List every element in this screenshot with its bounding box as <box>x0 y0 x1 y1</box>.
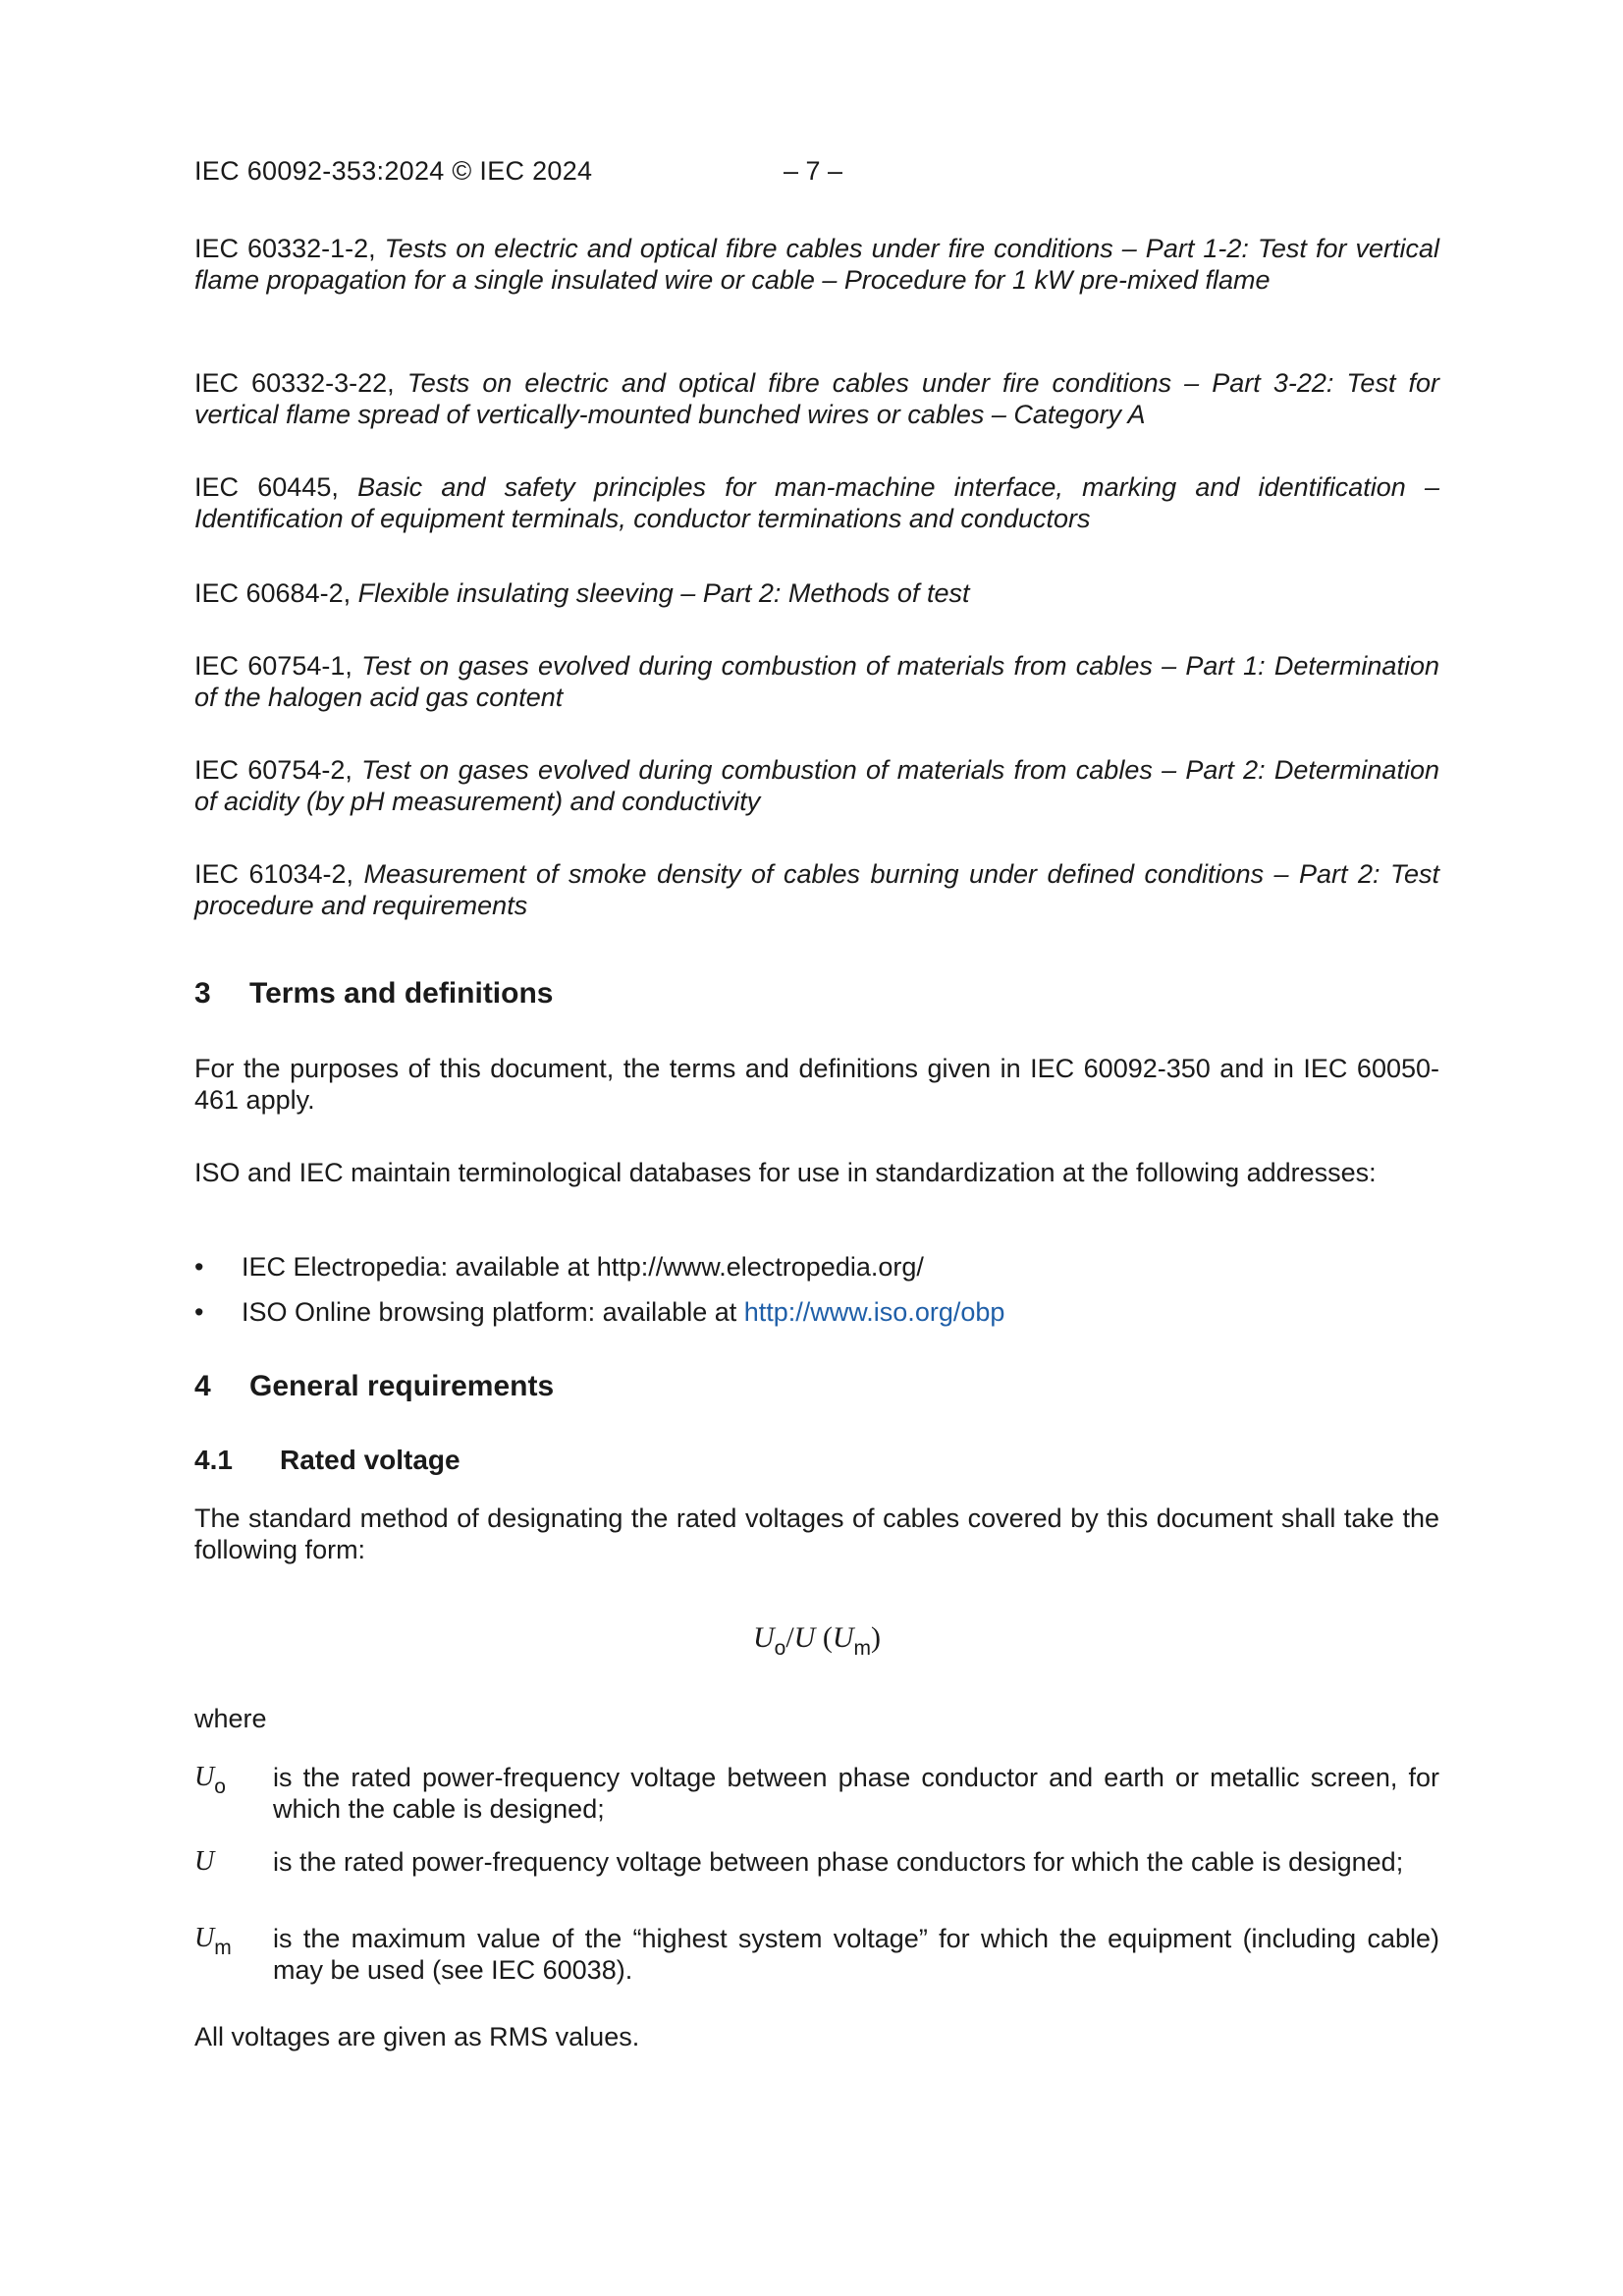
reference-title: Measurement of smoke density of cables burning under defined conditions – Part 2: Test procedure and requirements <box>194 859 1439 920</box>
subsection-number: 4.1 <box>194 1445 233 1475</box>
definition-item <box>194 1846 1439 1911</box>
reference-item <box>194 233 1439 296</box>
reference-code: IEC 61034-2, <box>194 859 354 889</box>
formula-operator: ) <box>871 1621 882 1654</box>
reference-title: Basic and safety principles for man-machine interface, marking and identification – Identification of equipment terminals, conductor terminations and conductors <box>194 472 1440 533</box>
voltage-formula <box>194 1621 1439 1660</box>
reference-code: IEC 60332-3-22, <box>194 368 395 398</box>
list-item-text: IEC Electropedia: available at http://www.electropedia.org/ <box>242 1252 924 1282</box>
bullet-icon: • <box>194 1297 204 1327</box>
document-id: IEC 60092-353:2024 © IEC 2024 <box>194 156 593 186</box>
reference-code: IEC 60754-1, <box>194 651 352 681</box>
reference-title: Test on gases evolved during combustion of materials from cables – Part 1: Determination of the halogen acid gas content <box>194 651 1439 712</box>
section-heading-4 <box>194 1369 1439 1404</box>
list-item-text: ISO Online browsing platform: available at <box>242 1297 744 1327</box>
section-title: Terms and definitions <box>249 977 554 1010</box>
definition-symbol <box>194 1846 263 1880</box>
closing-note: All voltages are given as RMS values. <box>194 2022 640 2051</box>
definition-item <box>194 1762 1439 1831</box>
subsection-heading-4-1 <box>194 1444 1439 1477</box>
reference-item <box>194 367 1439 430</box>
section-paragraph: The standard method of designating the rated voltages of cables covered by this document shall take the following form: <box>194 1503 1439 1564</box>
section-heading-3 <box>194 976 1439 1011</box>
section-number: 3 <box>194 977 211 1010</box>
reference-code: IEC 60332-1-2, <box>194 234 376 263</box>
symbol-letter: U <box>194 1762 215 1792</box>
formula-symbol: U <box>752 1621 775 1654</box>
formula-symbol: U <box>832 1621 854 1654</box>
list-item-content <box>242 1296 1004 1328</box>
reference-item <box>194 858 1439 921</box>
formula-symbol: U <box>793 1621 816 1654</box>
formula-operator: ( <box>815 1621 833 1654</box>
definition-text: is the rated power-frequency voltage between phase conductor and earth or metallic screen, for which the cable is designed; <box>273 1763 1439 1824</box>
reference-item <box>194 471 1439 534</box>
where-label: where <box>194 1704 267 1733</box>
definition-symbol <box>194 1923 263 1959</box>
reference-title: Test on gases evolved during combustion of materials from cables – Part 2: Determination of acidity (by pH measurement) and conductivity <box>194 755 1439 816</box>
bullet-icon: • <box>194 1252 204 1282</box>
definition-text: is the maximum value of the “highest system voltage” for which the equipment (including cable) may be used (see IEC 60038). <box>273 1924 1439 1985</box>
reference-item <box>194 754 1439 817</box>
reference-item <box>194 577 1439 609</box>
symbol-letter: U <box>194 1846 215 1877</box>
section-title: General requirements <box>249 1370 555 1402</box>
reference-title: Tests on electric and optical fibre cables under fire conditions – Part 3-22: Test for vertical flame spread of vertically-mounted bunched wires or cables – Category A <box>194 368 1440 429</box>
definition-symbol <box>194 1762 263 1798</box>
symbol-subscript: o <box>214 1776 226 1798</box>
iso-obp-link[interactable]: http://www.iso.org/obp <box>743 1297 1005 1327</box>
page-header <box>194 155 1439 189</box>
section-number: 4 <box>194 1370 211 1402</box>
subsection-title: Rated voltage <box>280 1445 460 1475</box>
formula-operator: / <box>785 1621 794 1654</box>
reference-item <box>194 650 1439 713</box>
reference-code: IEC 60684-2, <box>194 578 352 608</box>
section-paragraph: For the purposes of this document, the terms and definitions given in IEC 60092-350 and in IEC 60050-461 apply. <box>194 1054 1439 1115</box>
symbol-subscript: m <box>214 1937 232 1959</box>
symbol-letter: U <box>194 1923 215 1953</box>
section-paragraph: ISO and IEC maintain terminological databases for use in standardization at the following addresses: <box>194 1158 1377 1187</box>
reference-title: Flexible insulating sleeving – Part 2: Methods of test <box>357 578 970 608</box>
reference-code: IEC 60445, <box>194 472 339 502</box>
formula-subscript: m <box>853 1637 872 1660</box>
reference-code: IEC 60754-2, <box>194 755 352 785</box>
definition-text: is the rated power-frequency voltage between phase conductors for which the cable is designed; <box>273 1847 1404 1877</box>
page-number: – 7 – <box>784 156 843 186</box>
reference-title: Tests on electric and optical fibre cables under fire conditions – Part 1-2: Test for vertical flame propagation for a single insulated wire or cable – Procedure for 1 kW pre-mixed flame <box>194 234 1439 295</box>
definition-item <box>194 1923 1439 1992</box>
formula-subscript: o <box>774 1637 786 1660</box>
